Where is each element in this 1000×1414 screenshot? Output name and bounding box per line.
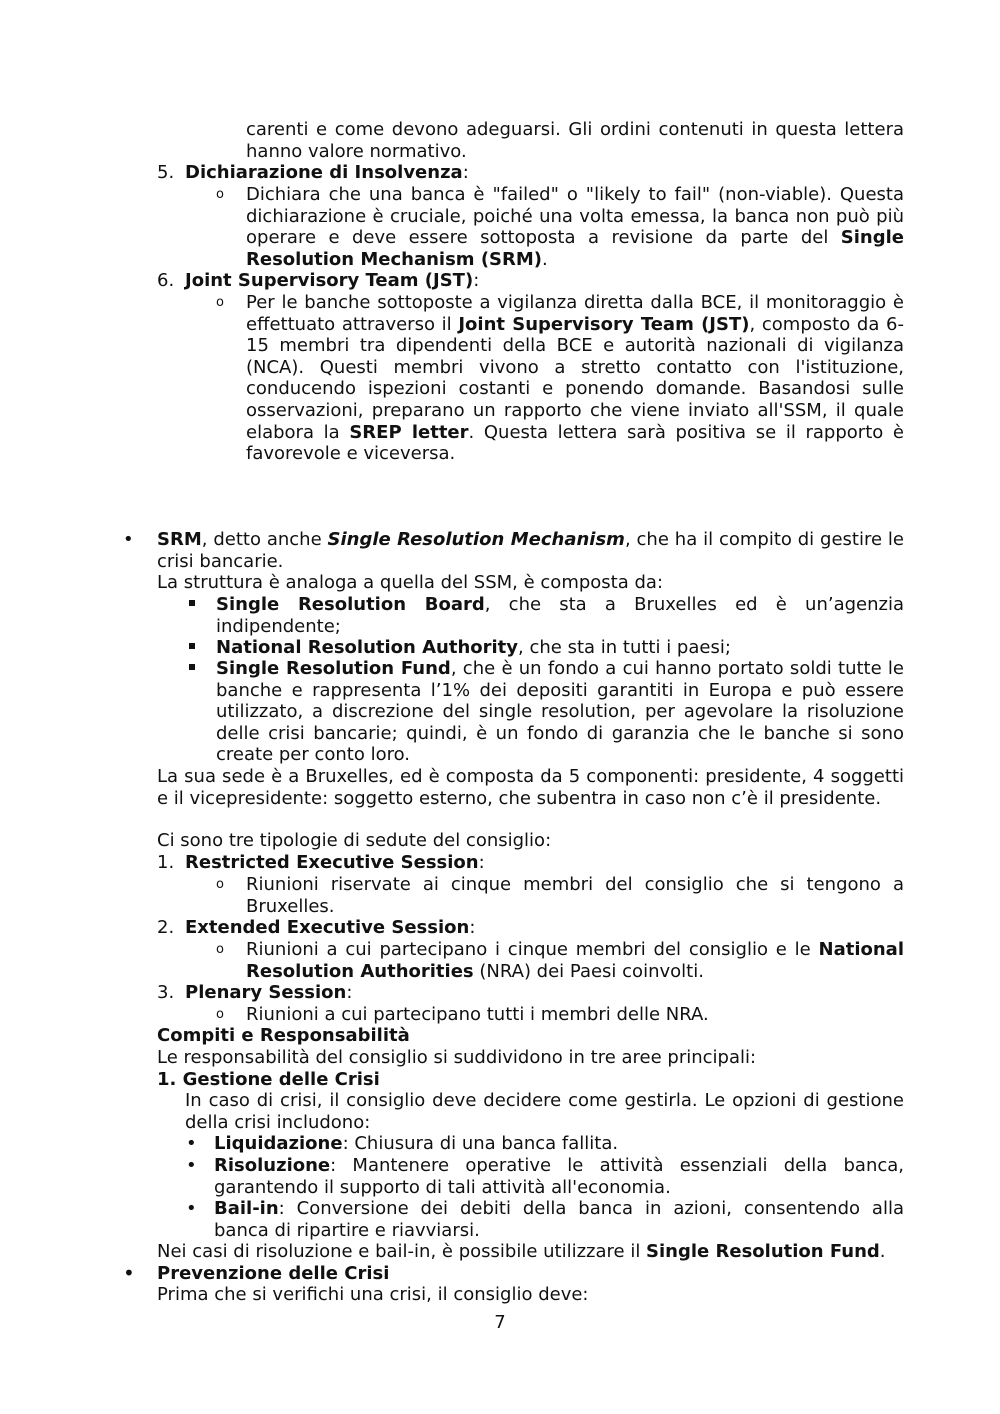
bold-term: Joint Supervisory Team (JST) — [458, 313, 750, 335]
colon: : — [469, 917, 476, 938]
option-item — [214, 1133, 904, 1155]
bullet-icon: • — [123, 529, 134, 550]
bold-term: SRM — [157, 529, 202, 550]
list-number: 1. — [157, 852, 175, 873]
crisis-title: 1. Gestione delle Crisi — [157, 1069, 380, 1090]
crisis-text: In caso di crisi, il consiglio deve decidere come gestirla. Le opzioni di gestione della crisi includono: — [185, 1090, 904, 1133]
structure-item — [216, 594, 904, 637]
text: , che è un fondo a cui hanno portato soldi tutte le banche e rappresenta l’1% dei depositi garantiti in Europa e può essere utilizzato, a discrezione del single resolution, per agevolare la risoluzione delle crisi bancarie; quindi, è un fondo di garanzia che le banche si sono create per conto loro. — [216, 658, 905, 766]
bullet-icon: • — [123, 1261, 135, 1285]
session-heading — [185, 917, 905, 939]
srm-intro — [157, 529, 904, 572]
structure-item — [216, 658, 904, 766]
list-number: 5. — [157, 162, 175, 183]
heading-text: Plenary Session — [185, 982, 347, 1003]
list-number: 2. — [157, 917, 175, 938]
option-item — [214, 1198, 904, 1241]
bullet-icon: • — [186, 1133, 197, 1154]
text: : Mantenere operative le attività essenziali della banca, garantendo il supporto di tali attività all'economia. — [214, 1155, 904, 1198]
paragraph-continuation: carenti e come devono adeguarsi. Gli ordini contenuti in questa lettera hanno valore normativo. — [246, 119, 904, 162]
heading-text: Joint Supervisory Team (JST) — [185, 270, 474, 291]
square-bullet-icon — [189, 643, 195, 649]
page-number: 7 — [494, 1312, 506, 1333]
text: Riunioni a cui partecipano i cinque membri del consiglio e le — [246, 939, 819, 960]
list-number: 3. — [157, 982, 175, 1003]
duties-title: Compiti e Responsabilità — [157, 1025, 410, 1046]
text: Per le banche sottoposte a vigilanza diretta dalla BCE, il monitoraggio è effettuato attraverso il — [246, 292, 904, 335]
session-desc: Riunioni a cui partecipano tutti i membri delle NRA. — [246, 1004, 709, 1025]
colon: : — [462, 162, 469, 183]
list-item-heading — [185, 162, 905, 184]
list-item-heading — [185, 270, 905, 292]
text: , che sta in tutti i paesi; — [518, 637, 731, 658]
text: Dichiara che una banca è "failed" o "likely to fail" (non-viable). Questa dichiarazione è cruciale, poiché una volta emessa, la banca non può più operare e deve essere sottoposta a revisione da parte del — [246, 184, 904, 249]
list-number: 6. — [157, 270, 175, 291]
sub-item-text — [246, 292, 904, 465]
sub-bullet-icon: o — [216, 187, 224, 202]
prevention-title: Prevenzione delle Crisi — [157, 1263, 390, 1284]
seat-paragraph: La sua sede è a Bruxelles, ed è composta da 5 componenti: presidente, 4 soggetti e il vicepresidente: soggetto esterno, che subentra in caso non c’è il presidente. — [157, 766, 904, 809]
structure-line: La struttura è analoga a quella del SSM, è composta da: — [157, 572, 664, 593]
bold-term: Liquidazione — [214, 1133, 343, 1154]
text: (NRA) dei Paesi coinvolti. — [473, 960, 704, 982]
prevention-text: Prima che si verifichi una crisi, il consiglio deve: — [157, 1284, 589, 1305]
text: , che sta a Bruxelles ed è un’agenzia indipendente; — [216, 594, 904, 637]
sub-bullet-icon: o — [216, 942, 224, 957]
sub-item-text — [246, 184, 904, 270]
structure-item — [216, 637, 904, 659]
text: Nei casi di risoluzione e bail-in, è possibile utilizzare il — [157, 1241, 647, 1262]
text: , composto da 6-15 membri tra dipendenti della BCE e autorità nazionali di vigilanza (NCA). Questi membri vivono a stretto contatto con l'istituzione, conducendo ispezioni costanti e ponendo domande. Basandosi sulle osservazioni, preparano un rapporto che viene inviato all'SSM, il quale elabora la — [246, 313, 905, 443]
sub-bullet-icon: o — [216, 1007, 224, 1022]
square-bullet-icon — [189, 664, 195, 670]
heading-text: Extended Executive Session — [185, 917, 470, 938]
sessions-intro: Ci sono tre tipologie di sedute del consiglio: — [157, 830, 552, 851]
bold-term: Bail-in — [214, 1198, 279, 1219]
text: . — [879, 1241, 886, 1262]
text: , che ha il compito di gestire le crisi bancarie. — [157, 529, 904, 572]
bullet-icon: • — [186, 1198, 197, 1219]
sub-bullet-icon: o — [216, 877, 224, 892]
bold-term: National Resolution Authorities — [246, 939, 904, 982]
colon: : — [346, 982, 353, 1003]
text: . — [542, 248, 548, 270]
bold-term: Risoluzione — [214, 1155, 331, 1176]
colon: : — [478, 852, 485, 873]
session-desc — [246, 939, 904, 982]
duties-intro: Le responsabilità del consiglio si suddividono in tre aree principali: — [157, 1047, 757, 1068]
bullet-icon: • — [186, 1155, 197, 1176]
text: , detto anche — [201, 529, 328, 550]
fund-line — [157, 1241, 917, 1263]
square-bullet-icon — [189, 600, 195, 606]
bold-term: Single Resolution Board — [216, 594, 485, 615]
bold-term: SREP letter — [349, 421, 469, 443]
bold-italic-term: Single Resolution Mechanism — [327, 529, 625, 550]
text: : Chiusura di una banca fallita. — [342, 1133, 619, 1154]
heading-text: Restricted Executive Session — [185, 852, 479, 873]
sub-bullet-icon: o — [216, 295, 224, 310]
session-desc: Riunioni riservate ai cinque membri del consiglio che si tengono a Bruxelles. — [246, 874, 904, 917]
colon: : — [473, 270, 480, 291]
bold-term: Single Resolution Fund — [646, 1241, 880, 1262]
bold-term: National Resolution Authority — [216, 637, 519, 658]
option-item — [214, 1155, 904, 1198]
text: . Questa lettera sarà positiva se il rapporto è favorevole e viceversa. — [246, 421, 904, 465]
bold-term: Single Resolution Mechanism (SRM) — [246, 227, 904, 270]
bold-term: Single Resolution Fund — [216, 658, 451, 679]
session-heading — [185, 852, 905, 874]
session-heading — [185, 982, 905, 1004]
text: : Conversione dei debiti della banca in azioni, consentendo alla banca di ripartire e riavviarsi. — [214, 1198, 904, 1241]
heading-text: Dichiarazione di Insolvenza — [185, 162, 463, 183]
